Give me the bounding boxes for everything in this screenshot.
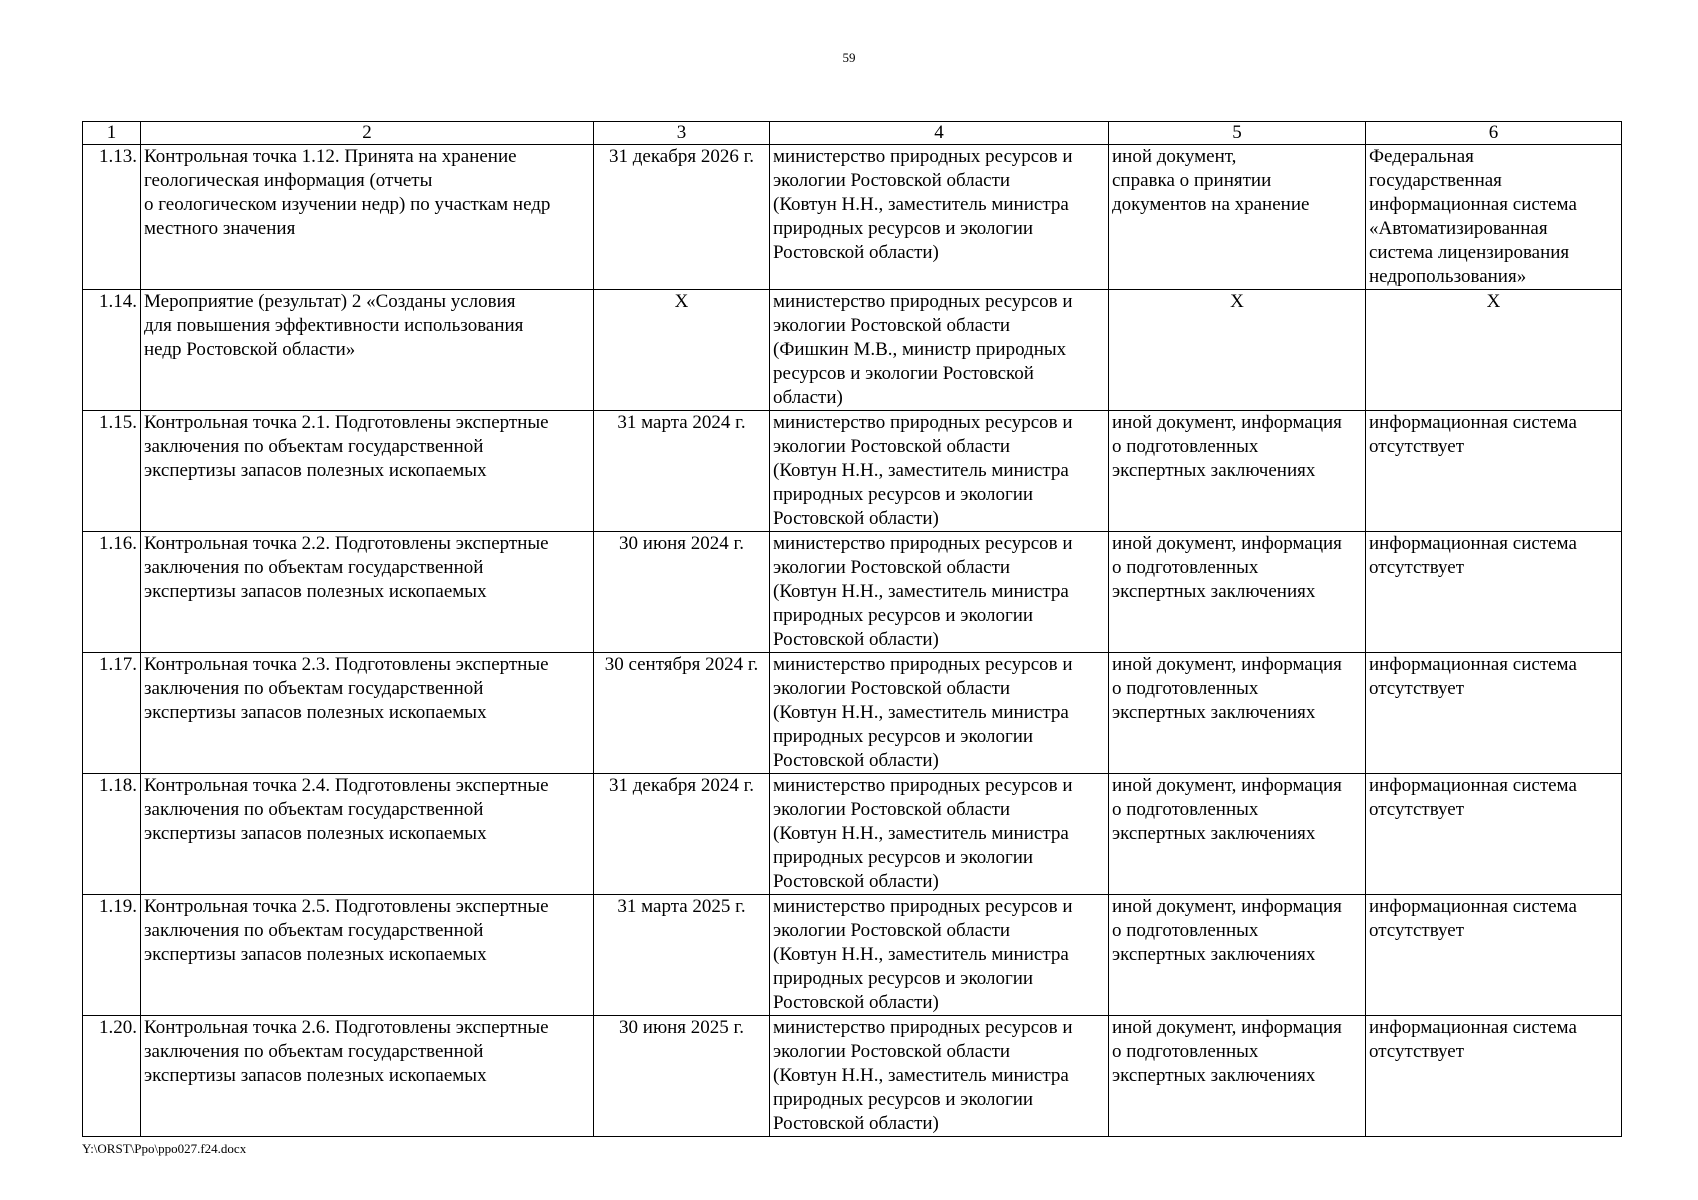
responsible-cell	[770, 532, 1109, 653]
event-description-cell	[141, 653, 594, 774]
cell-line: о подготовленных	[1112, 557, 1259, 578]
cell-line: министерство природных ресурсов и	[773, 775, 1073, 796]
cell-line: документов на хранение	[1112, 194, 1310, 215]
cell-line: Контрольная точка 2.5. Подготовлены экспертные	[144, 896, 549, 917]
cell-line: экспертизы запасов полезных ископаемых	[144, 1065, 487, 1086]
cell-line: природных ресурсов и экологии	[773, 484, 1034, 505]
table-row	[83, 1016, 1622, 1137]
document-type-cell	[1109, 411, 1366, 532]
cell-line: министерство природных ресурсов и	[773, 533, 1073, 554]
table-row	[83, 653, 1622, 774]
cell-line: Федеральная	[1369, 146, 1474, 167]
cell-line: природных ресурсов и экологии	[773, 218, 1034, 239]
cell-line: местного значения	[144, 218, 296, 239]
event-description-cell	[141, 895, 594, 1016]
document-type-cell	[1109, 653, 1366, 774]
cell-line: (Ковтун Н.Н., заместитель министра	[773, 944, 1069, 965]
deadline-cell: 31 декабря 2026 г.	[594, 145, 770, 290]
cell-line: экспертизы запасов полезных ископаемых	[144, 581, 487, 602]
deadline-cell: 31 декабря 2024 г.	[594, 774, 770, 895]
table-row	[83, 290, 1622, 411]
cell-line: геологическая информация (отчеты	[144, 170, 433, 191]
cell-line: отсутствует	[1369, 799, 1465, 820]
document-type-cell	[1109, 895, 1366, 1016]
cell-line: природных ресурсов и экологии	[773, 847, 1034, 868]
info-system-cell	[1366, 290, 1622, 411]
cell-line: Ростовской области)	[773, 508, 939, 529]
cell-line: (Фишкин М.В., министр природных	[773, 339, 1067, 360]
cell-line: экспертных заключениях	[1112, 702, 1316, 723]
table-body	[83, 145, 1622, 1137]
responsible-cell	[770, 290, 1109, 411]
cell-line: информационная система	[1369, 194, 1577, 215]
cell-line: Контрольная точка 2.3. Подготовлены экспертные	[144, 654, 549, 675]
table-row	[83, 532, 1622, 653]
responsible-cell	[770, 145, 1109, 290]
table-row	[83, 774, 1622, 895]
cell-line: экологии Ростовской области	[773, 170, 1011, 191]
cell-line: государственная	[1369, 170, 1502, 191]
responsible-cell	[770, 411, 1109, 532]
cell-line: недр Ростовской области»	[144, 339, 356, 360]
cell-line: министерство природных ресурсов и	[773, 146, 1073, 167]
deadline-cell: 30 июня 2025 г.	[594, 1016, 770, 1137]
cell-line: экологии Ростовской области	[773, 436, 1011, 457]
cell-line: экологии Ростовской области	[773, 315, 1011, 336]
cell-line: (Ковтун Н.Н., заместитель министра	[773, 194, 1069, 215]
row-number-cell: 1.14.	[83, 290, 141, 411]
header-row	[83, 122, 1622, 145]
cell-line: ресурсов и экологии Ростовской	[773, 363, 1034, 384]
document-type-cell	[1109, 774, 1366, 895]
header-cell-6: 6	[1366, 122, 1622, 145]
cell-line: о подготовленных	[1112, 799, 1259, 820]
event-description-cell	[141, 532, 594, 653]
cell-line: информационная система	[1369, 775, 1577, 796]
table-row	[83, 145, 1622, 290]
deadline-cell: X	[594, 290, 770, 411]
responsible-cell	[770, 895, 1109, 1016]
cell-line: Ростовской области)	[773, 1113, 939, 1134]
cell-line: министерство природных ресурсов и	[773, 654, 1073, 675]
cell-line: заключения по объектам государственной	[144, 557, 484, 578]
cell-line: иной документ, информация	[1112, 775, 1342, 796]
cell-line: заключения по объектам государственной	[144, 436, 484, 457]
cell-line: иной документ, информация	[1112, 1017, 1342, 1038]
row-number-cell: 1.15.	[83, 411, 141, 532]
cell-line: X	[1486, 291, 1501, 312]
cell-line: Ростовской области)	[773, 750, 939, 771]
row-number-cell: 1.17.	[83, 653, 141, 774]
cell-line: экспертизы запасов полезных ископаемых	[144, 823, 487, 844]
cell-line: иной документ, информация	[1112, 533, 1342, 554]
cell-line: Ростовской области)	[773, 242, 939, 263]
responsible-cell	[770, 1016, 1109, 1137]
page-number: 59	[842, 50, 856, 65]
cell-line: информационная система	[1369, 412, 1577, 433]
info-system-cell	[1366, 411, 1622, 532]
cell-line: Контрольная точка 2.2. Подготовлены экспертные	[144, 533, 549, 554]
info-system-cell	[1366, 895, 1622, 1016]
cell-line: система лицензирования	[1369, 242, 1570, 263]
cell-line: министерство природных ресурсов и	[773, 412, 1073, 433]
header-cell-2: 2	[141, 122, 594, 145]
cell-line: о подготовленных	[1112, 436, 1259, 457]
event-description-cell	[141, 290, 594, 411]
cell-line: справка о принятии	[1112, 170, 1272, 191]
cell-line: отсутствует	[1369, 436, 1465, 457]
deadline-cell: 30 июня 2024 г.	[594, 532, 770, 653]
document-type-cell	[1109, 1016, 1366, 1137]
event-description-cell	[141, 1016, 594, 1137]
cell-line: «Автоматизированная	[1369, 218, 1548, 239]
header-cell-1: 1	[83, 122, 141, 145]
table-row	[83, 411, 1622, 532]
cell-line: иной документ,	[1112, 146, 1237, 167]
footer-file-path: Y:\ORST\Ppo\ppo027.f24.docx	[82, 1141, 247, 1156]
info-system-cell	[1366, 653, 1622, 774]
header-cell-5: 5	[1109, 122, 1366, 145]
document-type-cell	[1109, 532, 1366, 653]
cell-line: экспертных заключениях	[1112, 823, 1316, 844]
cell-line: Контрольная точка 2.6. Подготовлены экспертные	[144, 1017, 549, 1038]
header-cell-4: 4	[770, 122, 1109, 145]
cell-line: экологии Ростовской области	[773, 678, 1011, 699]
cell-line: Контрольная точка 1.12. Принята на хранение	[144, 146, 517, 167]
cell-line: Ростовской области)	[773, 992, 939, 1013]
deadline-cell: 30 сентября 2024 г.	[594, 653, 770, 774]
cell-line: иной документ, информация	[1112, 412, 1342, 433]
cell-line: отсутствует	[1369, 1041, 1465, 1062]
cell-line: экологии Ростовской области	[773, 920, 1011, 941]
info-system-cell	[1366, 1016, 1622, 1137]
cell-line: экологии Ростовской области	[773, 1041, 1011, 1062]
cell-line: заключения по объектам государственной	[144, 799, 484, 820]
info-system-cell	[1366, 145, 1622, 290]
cell-line: иной документ, информация	[1112, 896, 1342, 917]
cell-line: природных ресурсов и экологии	[773, 968, 1034, 989]
cell-line: экспертных заключениях	[1112, 581, 1316, 602]
cell-line: Ростовской области)	[773, 629, 939, 650]
cell-line: министерство природных ресурсов и	[773, 1017, 1073, 1038]
cell-line: (Ковтун Н.Н., заместитель министра	[773, 1065, 1069, 1086]
cell-line: природных ресурсов и экологии	[773, 1089, 1034, 1110]
deadline-cell: 31 марта 2024 г.	[594, 411, 770, 532]
row-number-cell: 1.13.	[83, 145, 141, 290]
event-description-cell	[141, 774, 594, 895]
cell-line: Ростовской области)	[773, 871, 939, 892]
cell-line: X	[1230, 291, 1244, 312]
cell-line: для повышения эффективности использования	[144, 315, 524, 336]
cell-line: министерство природных ресурсов и	[773, 896, 1073, 917]
header-cell-3: 3	[594, 122, 770, 145]
cell-line: экспертизы запасов полезных ископаемых	[144, 702, 487, 723]
cell-line: природных ресурсов и экологии	[773, 605, 1034, 626]
cell-line: информационная система	[1369, 654, 1577, 675]
document-type-cell	[1109, 145, 1366, 290]
cell-line: экспертных заключениях	[1112, 1065, 1316, 1086]
cell-line: экспертных заключениях	[1112, 944, 1316, 965]
cell-line: информационная система	[1369, 1017, 1577, 1038]
document-type-cell	[1109, 290, 1366, 411]
info-system-cell	[1366, 774, 1622, 895]
cell-line: о подготовленных	[1112, 920, 1259, 941]
cell-line: (Ковтун Н.Н., заместитель министра	[773, 823, 1069, 844]
cell-line: Контрольная точка 2.1. Подготовлены экспертные	[144, 412, 549, 433]
cell-line: отсутствует	[1369, 557, 1465, 578]
cell-line: заключения по объектам государственной	[144, 1041, 484, 1062]
cell-line: заключения по объектам государственной	[144, 678, 484, 699]
cell-line: области)	[773, 387, 843, 408]
cell-line: информационная система	[1369, 533, 1577, 554]
responsible-cell	[770, 653, 1109, 774]
cell-line: министерство природных ресурсов и	[773, 291, 1073, 312]
row-number-cell: 1.16.	[83, 532, 141, 653]
cell-line: (Ковтун Н.Н., заместитель министра	[773, 581, 1069, 602]
event-description-cell	[141, 145, 594, 290]
cell-line: отсутствует	[1369, 920, 1465, 941]
cell-line: экологии Ростовской области	[773, 557, 1011, 578]
event-description-cell	[141, 411, 594, 532]
plan-table	[82, 121, 1622, 1137]
row-number-cell: 1.18.	[83, 774, 141, 895]
cell-line: отсутствует	[1369, 678, 1465, 699]
cell-line: природных ресурсов и экологии	[773, 726, 1034, 747]
cell-line: о геологическом изучении недр) по участкам недр	[144, 194, 551, 215]
deadline-cell: 31 марта 2025 г.	[594, 895, 770, 1016]
cell-line: экспертизы запасов полезных ископаемых	[144, 944, 487, 965]
cell-line: экспертных заключениях	[1112, 460, 1316, 481]
cell-line: заключения по объектам государственной	[144, 920, 484, 941]
table-row	[83, 895, 1622, 1016]
cell-line: о подготовленных	[1112, 678, 1259, 699]
info-system-cell	[1366, 532, 1622, 653]
cell-line: иной документ, информация	[1112, 654, 1342, 675]
cell-line: экспертизы запасов полезных ископаемых	[144, 460, 487, 481]
cell-line: (Ковтун Н.Н., заместитель министра	[773, 702, 1069, 723]
cell-line: экологии Ростовской области	[773, 799, 1011, 820]
cell-line: недропользования»	[1369, 266, 1527, 287]
cell-line: Мероприятие (результат) 2 «Созданы условия	[144, 291, 516, 312]
row-number-cell: 1.19.	[83, 895, 141, 1016]
row-number-cell: 1.20.	[83, 1016, 141, 1137]
cell-line: о подготовленных	[1112, 1041, 1259, 1062]
cell-line: (Ковтун Н.Н., заместитель министра	[773, 460, 1069, 481]
responsible-cell	[770, 774, 1109, 895]
cell-line: информационная система	[1369, 896, 1577, 917]
cell-line: Контрольная точка 2.4. Подготовлены экспертные	[144, 775, 549, 796]
